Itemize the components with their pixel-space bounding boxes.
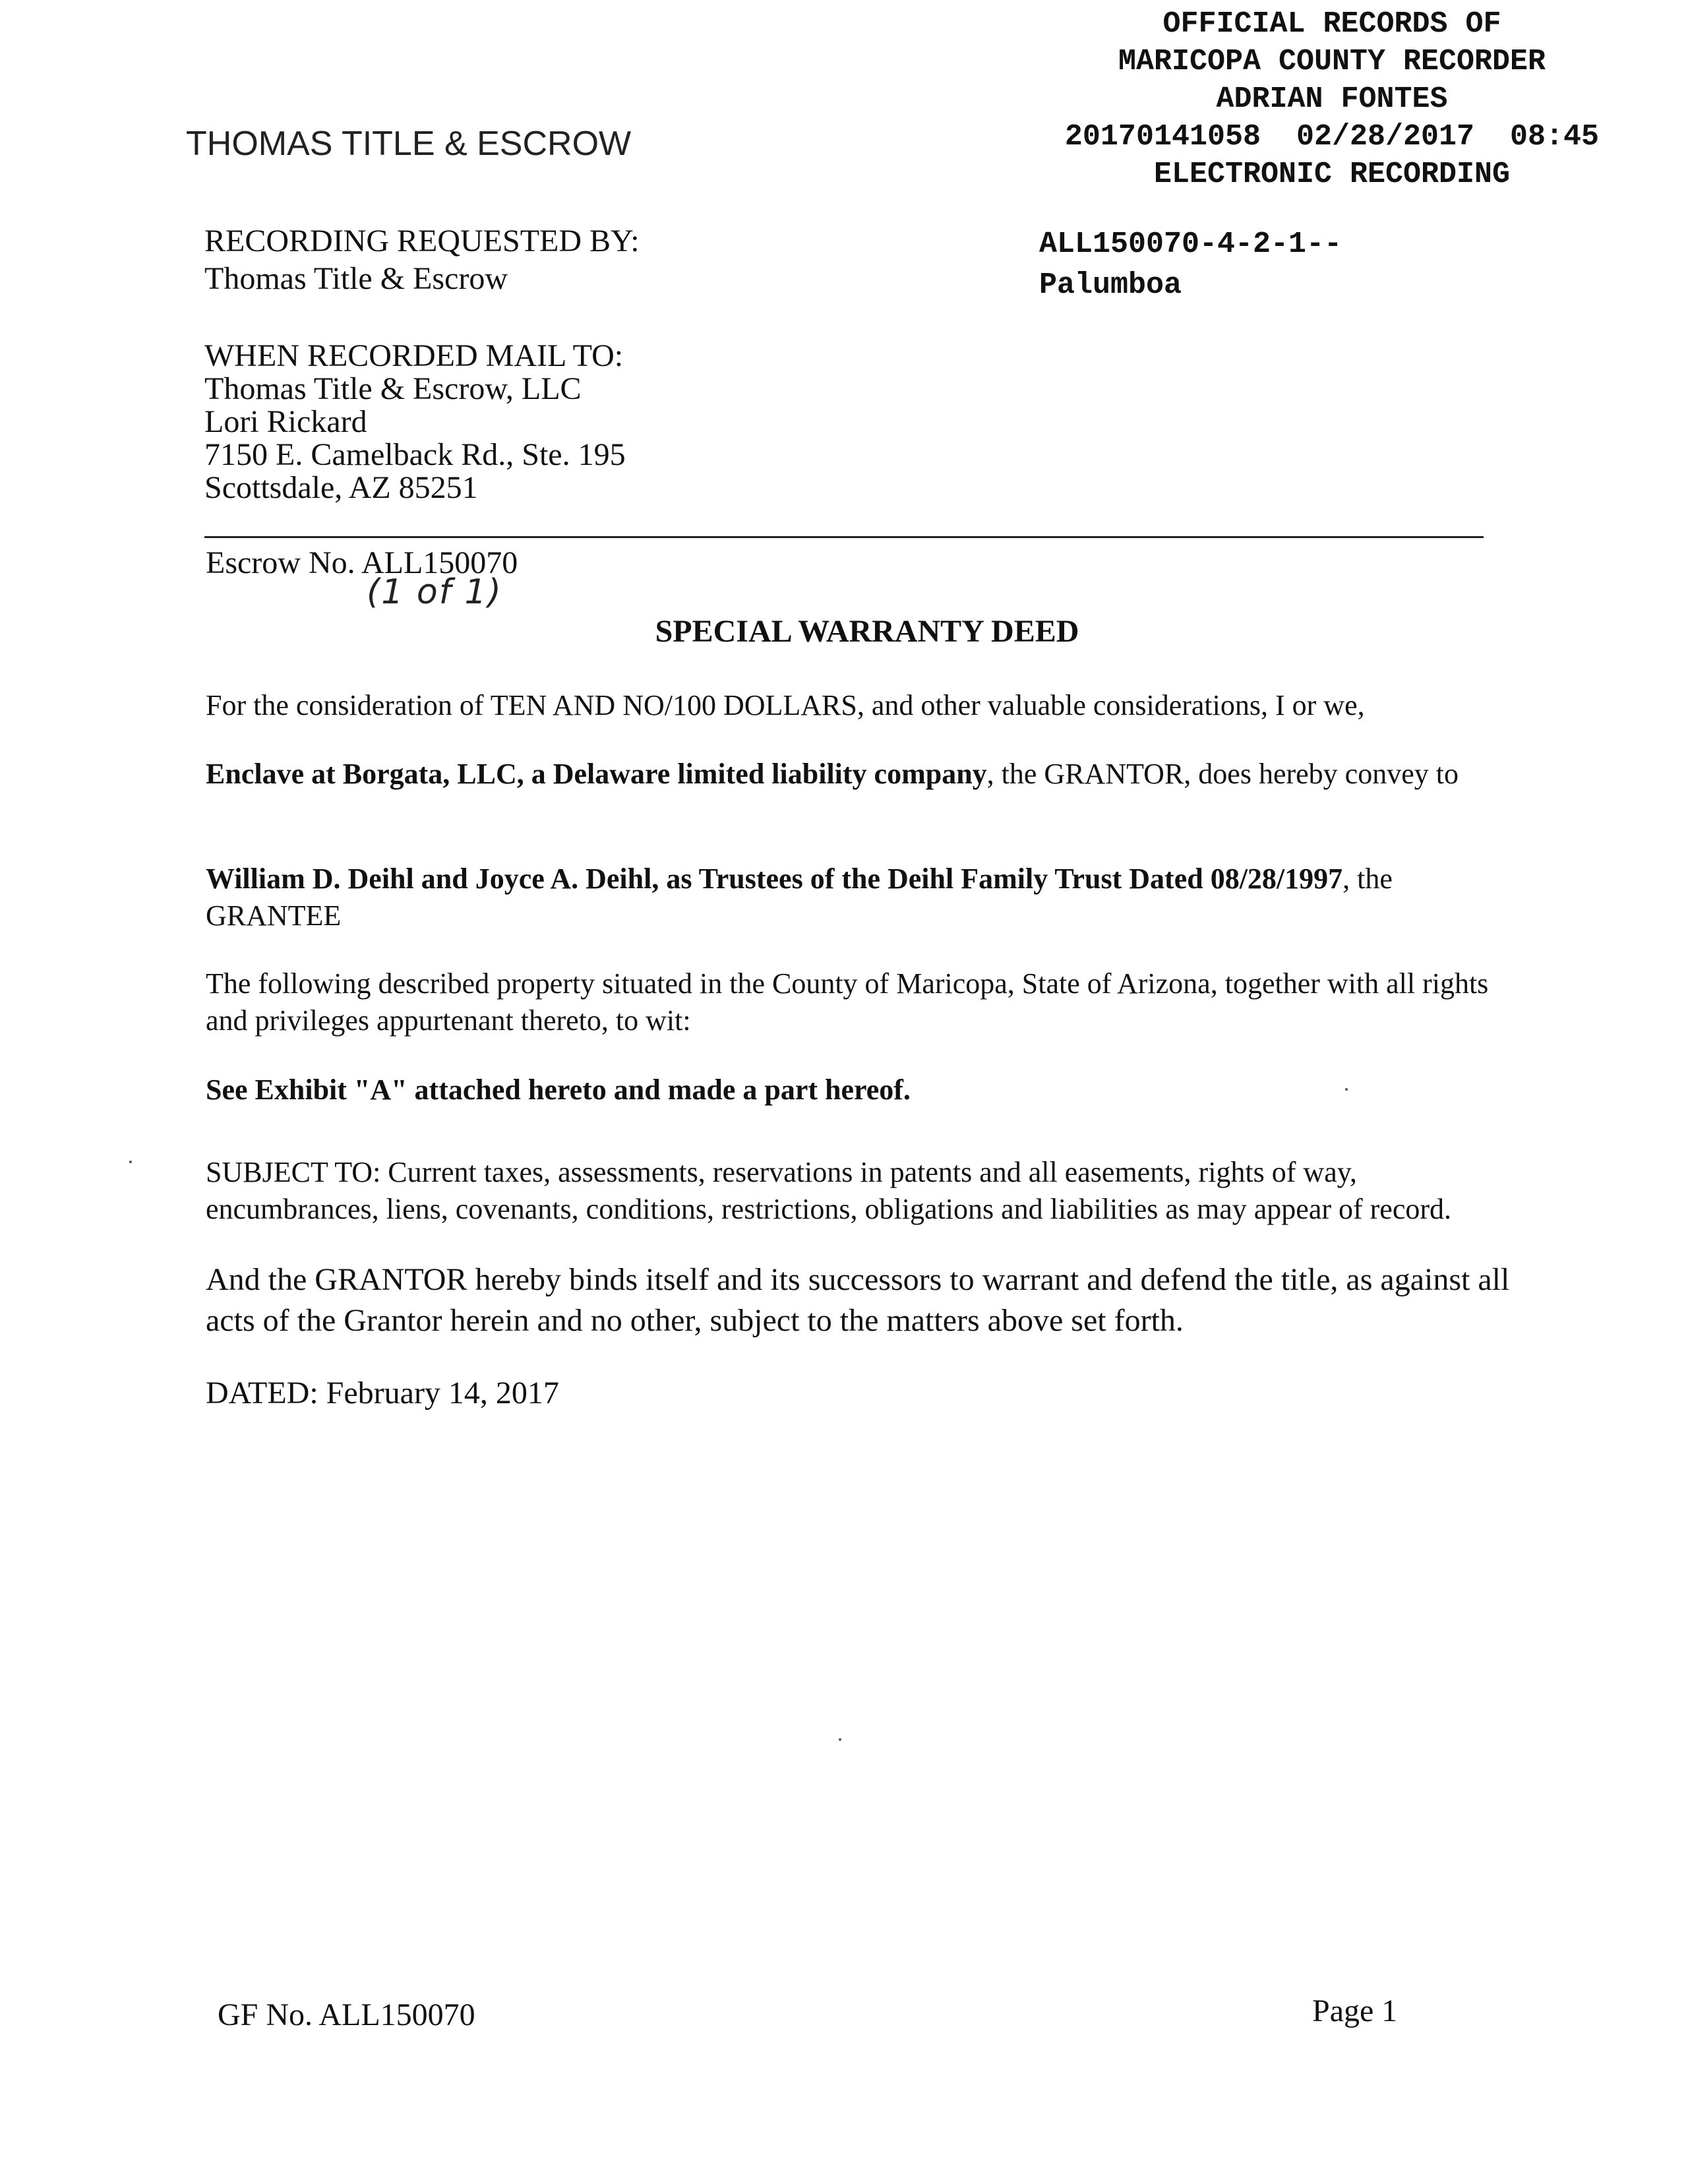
document-reference-code: ALL150070-4-2-1-- (1039, 228, 1342, 261)
mail-to-attention: Lori Rickard (204, 404, 367, 439)
recording-requested-label: RECORDING REQUESTED BY: (204, 224, 640, 258)
mail-to-city: Scottsdale, AZ 85251 (204, 470, 478, 505)
escrow-number: Escrow No. ALL150070 (206, 545, 518, 580)
deed-title (0, 613, 1688, 650)
scan-speck (839, 1738, 841, 1741)
stamp-line-5: ELECTRONIC RECORDING (1153, 158, 1511, 191)
grantee-paragraph (206, 861, 1511, 934)
exhibit-reference: See Exhibit "A" attached hereto and made a part hereof. (206, 1074, 911, 1106)
footer-page-number: Page 1 (1312, 1993, 1398, 2028)
property-paragraph: The following described property situated in the County of Maricopa, State of Arizona, together with all rights and privileges appurtenant thereto, to wit: (206, 967, 1489, 1037)
document-reference (1039, 224, 1342, 306)
scan-speck (1345, 1088, 1348, 1091)
consideration-paragraph: For the consideration of TEN AND NO/100 DOLLARS, and other valuable considerations, I or we, (206, 689, 1365, 721)
document-reference-name: Palumboa (1039, 268, 1182, 302)
grantee-name: William D. Deihl and Joyce A. Deihl, as Trustees of the Deihl Family Trust Dated 08/28/1997 (206, 863, 1343, 895)
stamp-line-4: 20170141058 02/28/2017 08:45 (1064, 120, 1600, 154)
mail-to-block (204, 340, 626, 504)
company-header: THOMAS TITLE & ESCROW (186, 125, 632, 163)
grantor-name: Enclave at Borgata, LLC, a Delaware limited liability company (206, 758, 987, 790)
handwritten-page-count: (1 of 1) (367, 572, 502, 612)
grantor-rest: , the GRANTOR, does hereby convey to (986, 758, 1459, 790)
recorder-stamp (1002, 5, 1662, 193)
scan-speck (129, 1161, 132, 1163)
dated-line: DATED: February 14, 2017 (206, 1376, 559, 1410)
stamp-line-1: OFFICIAL RECORDS OF (1162, 7, 1501, 41)
grantee-rest: , the GRANTEE (206, 863, 1393, 932)
warranty-paragraph: And the GRANTOR hereby binds itself and its successors to warrant and defend the title, as against all acts of the Grantor herein and no other, subject to the matters above set forth. (206, 1262, 1510, 1338)
divider-line (204, 536, 1484, 538)
mail-to-company: Thomas Title & Escrow, LLC (204, 371, 582, 406)
mail-to-label: WHEN RECORDED MAIL TO: (204, 338, 624, 373)
deed-title-text: SPECIAL WARRANTY DEED (655, 614, 1079, 649)
stamp-line-3: ADRIAN FONTES (1216, 82, 1448, 116)
stamp-line-2: MARICOPA COUNTY RECORDER (1118, 45, 1546, 78)
recording-requested-name: Thomas Title & Escrow (204, 261, 508, 296)
subject-to-paragraph: SUBJECT TO: Current taxes, assessments, reservations in patents and all easements, rights of way, encumbrances, liens, covenants, conditions, restrictions, obligations and liabilities as may appear of record. (206, 1156, 1452, 1225)
footer-gf-number: GF No. ALL150070 (218, 1997, 475, 2032)
mail-to-street: 7150 E. Camelback Rd., Ste. 195 (204, 437, 626, 472)
grantor-paragraph (206, 756, 1511, 793)
